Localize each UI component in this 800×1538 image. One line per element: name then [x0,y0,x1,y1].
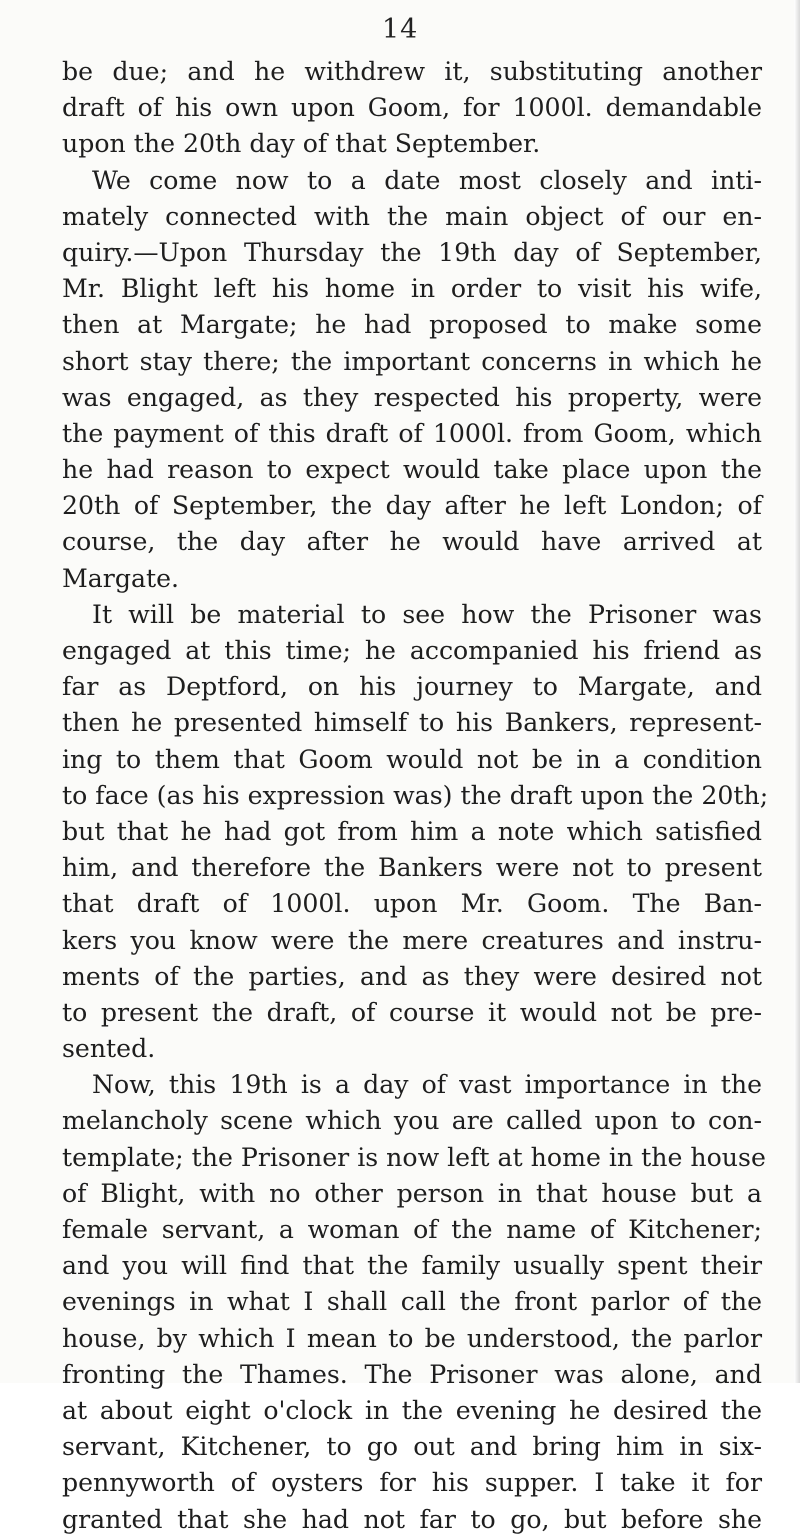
text-line: course, the day after he would have arrived at [62,527,762,557]
text-line: be due; and he withdrew it, substituting another [62,57,762,86]
text-line: female servant, a woman of the name of Kitchener; [62,1215,762,1244]
text-line: quiry.—Upon Thursday the 19th day of September, [62,237,762,267]
text-line: engaged at this time; he accompanied his friend as [62,636,762,665]
text-line: of Blight, with no other person in that house but a [62,1178,762,1208]
text-line: at about eight o'clock in the evening he desired the [62,1395,762,1425]
body-text [62,54,769,1538]
text-line: to present the draft, of course it would not be pre- [62,997,762,1027]
text-line: draft of his own upon Goom, for 1000l. demandable [62,93,762,123]
text-line: template; the Prisoner is now left at home in the house [62,1142,766,1172]
text-line: was engaged, as they respected his property, were [62,382,762,412]
text-line: mately connected with the main object of our en- [62,201,762,231]
text-line: then he presented himself to his Bankers, represent- [62,708,762,738]
text-line: pennyworth of oysters for his supper. I take it for [62,1468,762,1498]
text-line: ing to them that Goom would not be in a condition [62,744,762,774]
text-line: that draft of 1000l. upon Mr. Goom. The Ban- [62,889,762,919]
text-line: granted that she had not far to go, but before she [62,1504,762,1534]
text-line: fronting the Thames. The Prisoner was alone, and [62,1359,762,1389]
text-line: him, and therefore the Bankers were not to present [62,853,762,883]
text-line: sented. [62,1034,156,1064]
text-line: Margate. [62,563,180,593]
text-line: then at Margate; he had proposed to make some [62,310,762,340]
page-number: 14 [382,14,419,45]
text-line: evenings in what I shall call the front parlor of the [62,1287,762,1317]
text-line: ments of the parties, and as they were desired not [62,961,762,991]
text-line: he had reason to expect would take place upon the [62,455,762,485]
text-line: but that he had got from him a note which satisfied [62,816,762,846]
text-line: house, by which I mean to be understood, the parlor [62,1323,762,1353]
text-line: far as Deptford, on his journey to Margate, and [62,672,762,702]
text-line: Mr. Blight left his home in order to visit his wife, [62,274,762,304]
text-line: melancholy scene which you are called upon to con- [62,1106,762,1136]
paragraph-start: We come now to a date most closely and inti- [92,165,762,195]
text-line: and you will find that the family usually spent their [62,1251,762,1281]
text-line: to face (as his expression was) the draft upon the 20th; [62,780,769,810]
text-line: upon the 20th day of that September. [62,129,541,159]
text-line: 20th of September, the day after he left London; of [62,491,762,521]
page-edge [794,0,800,1383]
text-line: the payment of this draft of 1000l. from Goom, which [62,418,762,448]
text-line: kers you know were the mere creatures and instru- [62,925,762,955]
text-line: servant, Kitchener, to go out and bring him in six- [62,1432,762,1462]
text-line: short stay there; the important concerns in which he [62,346,762,376]
paragraph-start: Now, this 19th is a day of vast importance in the [92,1070,762,1100]
paragraph-start: It will be material to see how the Prisoner was [92,599,762,629]
